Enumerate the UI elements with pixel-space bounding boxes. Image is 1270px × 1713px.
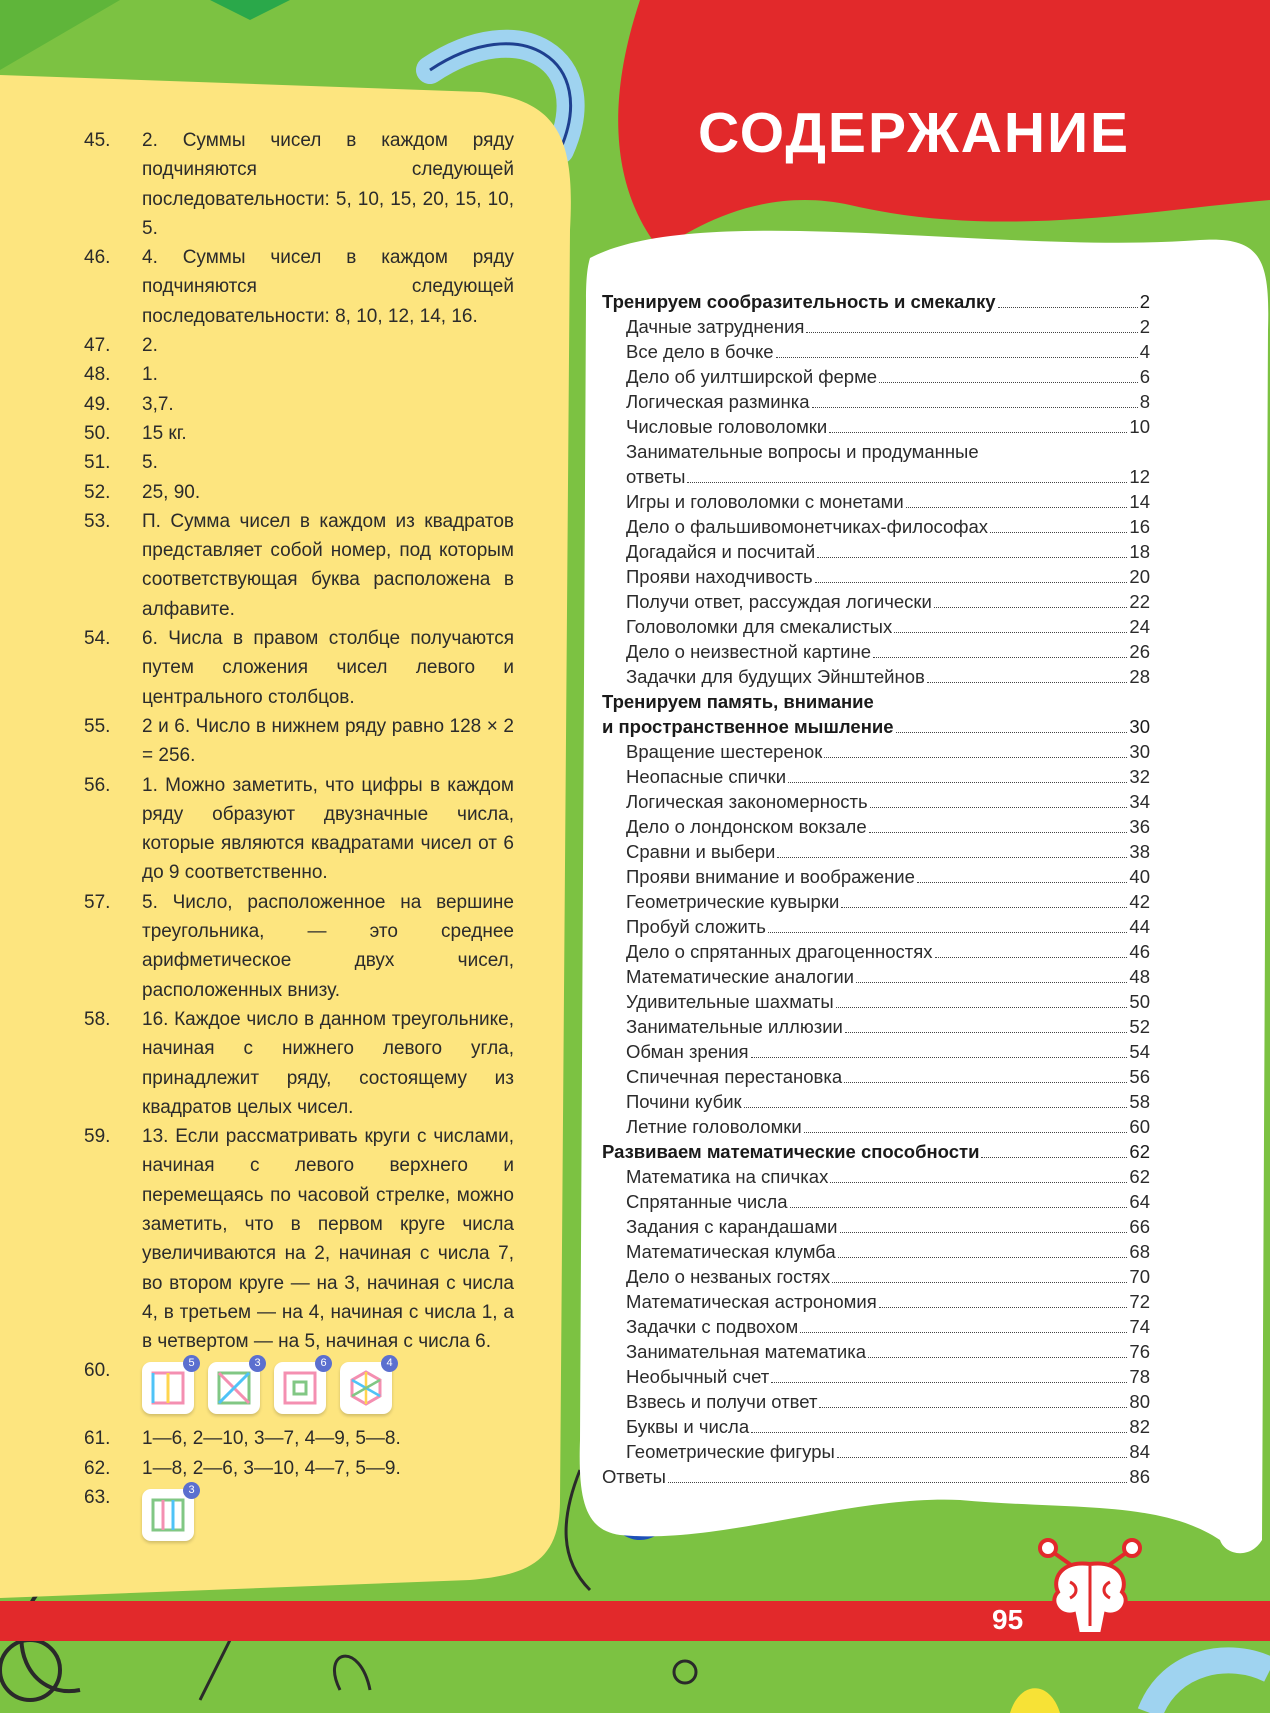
toc-entry [602,1339,1150,1364]
toc-page-number: 66 [1129,1216,1150,1237]
toc-entry [602,814,1150,839]
toc-page-number: 52 [1129,1016,1150,1037]
answer-item [84,360,514,389]
toc-title: Пробуй сложить [626,916,766,937]
answer-number: 59. [84,1126,111,1148]
toc-page-number: 24 [1129,616,1150,637]
toc-title: Обман зрения [626,1041,749,1062]
toc-entry [602,639,1150,664]
answer-text: 1. [142,364,158,386]
answer-number: 53. [84,510,111,532]
toc-page-number: 26 [1129,641,1150,662]
toc-page-number: 86 [1129,1466,1150,1487]
toc-page-number: 20 [1129,566,1150,587]
toc-title: Почини кубик [626,1091,742,1112]
toc-entry [602,989,1150,1014]
toc-title: Занимательные иллюзии [626,1016,843,1037]
toc-page-number: 54 [1129,1041,1150,1062]
toc-entry [602,1364,1150,1389]
toc-title: Головоломки для смекалистых [626,616,893,637]
toc-page-number: 34 [1129,791,1150,812]
toc-leader-dots [768,932,1127,933]
answer-number: 56. [84,774,111,796]
toc-entry [602,1414,1150,1439]
toc-page-number: 46 [1129,941,1150,962]
toc-entry [602,389,1150,414]
answer-item [84,1424,514,1453]
toc-entry [602,864,1150,889]
toc-page-number: 16 [1129,516,1150,537]
answer-number: 51. [84,452,111,474]
toc-page-number: 40 [1129,866,1150,887]
toc-leader-dots [800,1332,1127,1333]
answer-text: 4. Суммы чисел в каждом ряду подчиняются следующей последовательности: 8, 10, 12, 14, 16. [142,247,514,327]
toc-entry [602,1264,1150,1289]
toc-entry [602,789,1150,814]
answers-list [84,126,514,1551]
toc-leader-dots [832,1282,1127,1283]
answer-63 [84,1483,514,1551]
answer-item [84,1122,514,1356]
toc-leader-dots [836,1007,1128,1008]
toc-entry [602,1289,1150,1314]
answer-text: 2. [142,335,158,357]
toc-leader-dots [856,982,1127,983]
answer-number: 57. [84,891,111,913]
toc-title: Летние головоломки [626,1116,802,1137]
toc-entry [602,714,1150,739]
toc-page-number: 80 [1129,1391,1150,1412]
answer-text: 1. Можно заметить, что цифры в каждом ряду образуют двузначные числа, которые являются квадратами чисел от 6 до 9 соответственно. [142,774,514,884]
toc-page-number: 28 [1129,666,1150,687]
toc-page-number: 6 [1139,366,1150,387]
toc-title: Вращение шестеренок [626,741,823,762]
answer-item [84,771,514,888]
toc-page-number: 72 [1129,1291,1150,1312]
toc-entry [602,689,1150,714]
answer-text: П. Сумма чисел в каждом из квадратов представляет собой номер, под которым соответствующая буква расположена в алфавите. [142,510,514,620]
toc-page-number: 14 [1129,491,1150,512]
answer-number: 52. [84,481,111,503]
toc-leader-dots [879,1307,1128,1308]
toc-title: и пространственное мышление [602,716,894,737]
answer-number: 61. [84,1428,111,1450]
toc-title: Занимательные вопросы и продуманные [626,441,979,462]
toc-title: Неопасные спички [626,766,787,787]
answer-number: 55. [84,715,111,737]
toc-entry [602,739,1150,764]
toc-title: Ответы [602,1466,666,1487]
toc-leader-dots [819,1407,1127,1408]
toc-leader-dots [812,407,1138,408]
answer-number: 47. [84,335,111,357]
toc-page-number: 36 [1129,816,1150,837]
toc-leader-dots [841,907,1127,908]
toc-page-number: 84 [1129,1441,1150,1462]
tile-badge: 5 [183,1355,200,1372]
toc-title: Получи ответ, рассуждая логически [626,591,932,612]
toc-page-number: 30 [1129,716,1150,737]
toc-page-number: 38 [1129,841,1150,862]
toc-title: Дело о лондонском вокзале [626,816,867,837]
toc-page-number: 30 [1129,741,1150,762]
toc-page-number: 44 [1129,916,1150,937]
toc-leader-dots [934,607,1128,608]
toc-page-number: 62 [1129,1141,1150,1162]
toc-leader-dots [817,557,1127,558]
toc-page-number: 62 [1129,1166,1150,1187]
answer-number: 50. [84,422,111,444]
answer-item [84,126,514,243]
toc-leader-dots [815,582,1128,583]
answer-item [84,888,514,1005]
toc-title: Тренируем память, внимание [602,691,874,712]
toc-page-number: 50 [1129,991,1150,1012]
answer-number: 60. [84,1360,111,1382]
toc-title: Дело о неизвестной картине [626,641,871,662]
toc-entry [602,339,1150,364]
toc-entry [602,664,1150,689]
toc-entry [602,514,1150,539]
answer-item [84,243,514,331]
toc-page-number: 12 [1129,466,1150,487]
toc-title: Логическая разминка [626,391,810,412]
toc-page-number: 42 [1129,891,1150,912]
tile-badge: 3 [249,1355,266,1372]
toc-leader-dots [668,1482,1127,1483]
answer-item [84,331,514,360]
toc-entry [602,1389,1150,1414]
answer-text: 5. Число, расположенное на вершине треугольника, — это среднее арифметическое двух чисел, расположенных внизу. [142,891,514,1001]
toc-leader-dots [917,882,1128,883]
page-number: 95 [992,1604,1024,1635]
toc-entry [602,314,1150,339]
toc-entry [602,1314,1150,1339]
toc-entry [602,1039,1150,1064]
toc-page-number: 68 [1129,1241,1150,1262]
toc-entry [602,1439,1150,1464]
answer-number: 45. [84,130,111,151]
toc-title: Сравни и выбери [626,841,776,862]
toc-entry [602,914,1150,939]
toc-entry [602,289,1150,314]
toc-page-number: 8 [1139,391,1150,412]
toc-leader-dots [838,1257,1128,1258]
toc-entry [602,764,1150,789]
toc-page-number: 22 [1129,591,1150,612]
toc-page-number: 48 [1129,966,1150,987]
answer-item [84,624,514,712]
toc-leader-dots [870,807,1128,808]
toc-leader-dots [804,1132,1128,1133]
toc-leader-dots [751,1432,1127,1433]
toc-entry [602,889,1150,914]
toc-leader-dots [927,682,1128,683]
toc-leader-dots [868,1357,1127,1358]
toc-leader-dots [829,432,1127,433]
toc-leader-dots [776,357,1138,358]
toc-title: Математическая астрономия [626,1291,877,1312]
toc-title: Тренируем сообразительность и смекалку [602,291,996,312]
toc-title: Математическая клумба [626,1241,836,1262]
toc-page-number: 32 [1129,766,1150,787]
toc-leader-dots [830,1182,1127,1183]
toc-entry [602,1114,1150,1139]
toc-leader-dots [840,1232,1128,1233]
answer-text: 1—8, 2—6, 3—10, 4—7, 5—9. [142,1457,401,1479]
toc-title: Задачки для будущих Эйнштейнов [626,666,925,687]
matches-square-three-icon [142,1484,195,1541]
toc-entry [602,1139,1150,1164]
toc-title: Удивительные шахматы [626,991,834,1012]
answer-number: 49. [84,393,111,415]
matches-square-cross-icon [208,1357,261,1414]
toc-page-number: 2 [1139,291,1150,312]
toc-page-number: 56 [1129,1066,1150,1087]
toc-leader-dots [906,507,1128,508]
toc-entry [602,364,1150,389]
toc-title: Дело об уилтширской ферме [626,366,878,387]
toc-title: Математика на спичках [626,1166,829,1187]
answer-text: 1—6, 2—10, 3—7, 4—9, 5—8. [142,1428,401,1450]
toc-page-number: 58 [1129,1091,1150,1112]
toc-leader-dots [896,732,1128,733]
toc-title: Прояви внимание и воображение [626,866,915,887]
toc-title: Дело о фальшивомонетчиках-философах [626,516,988,537]
tile-badge: 3 [183,1482,200,1499]
toc-entry [602,539,1150,564]
answer-60-tiles [142,1356,392,1424]
toc-leader-dots [981,1157,1127,1158]
toc-title: Все дело в бочке [626,341,774,362]
toc-entry [602,964,1150,989]
toc-page-number: 18 [1129,541,1150,562]
toc-leader-dots [844,1082,1127,1083]
toc-title: Догадайся и посчитай [626,541,816,562]
toc-entry [602,1239,1150,1264]
toc-leader-dots [879,382,1138,383]
toc-title: Игры и головоломки с монетами [626,491,904,512]
tile-badge: 6 [315,1355,332,1372]
answer-number: 63. [84,1487,111,1509]
toc-title: Прояви находчивость [626,566,813,587]
toc-leader-dots [771,1382,1127,1383]
toc-title: Спичечная перестановка [626,1066,843,1087]
toc-leader-dots [935,957,1128,958]
answer-number: 62. [84,1457,111,1479]
toc-leader-dots [751,1057,1128,1058]
toc-title: Математические аналогии [626,966,854,987]
toc-page-number: 82 [1129,1416,1150,1437]
toc-entry [602,564,1150,589]
toc-title: Геометрические фигуры [626,1441,835,1462]
answer-number: 48. [84,364,111,386]
toc-leader-dots [777,857,1127,858]
answer-number: 54. [84,628,111,650]
toc-entry [602,1189,1150,1214]
matches-square-split-icon [142,1357,195,1414]
toc-leader-dots [744,1107,1128,1108]
answer-item [84,1454,514,1483]
toc-title: Задания с карандашами [626,1216,838,1237]
toc-leader-dots [687,482,1127,483]
toc-entry [602,464,1150,489]
toc-title: Взвесь и получи ответ [626,1391,818,1412]
answer-number: 46. [84,247,111,269]
answer-item [84,1005,514,1122]
matches-square-nested-icon [274,1357,327,1414]
toc-leader-dots [788,782,1127,783]
answer-text: 2 и 6. Число в нижнем ряду равно 128 × 2 = 256. [142,715,514,767]
answer-item [84,478,514,507]
toc-entry [602,1464,1150,1489]
toc-title: Развиваем математические способности [602,1141,980,1162]
toc-leader-dots [894,632,1127,633]
toc-entry [602,939,1150,964]
answer-60 [84,1356,514,1424]
answer-item [84,390,514,419]
toc-entry [602,614,1150,639]
toc-entry [602,1014,1150,1039]
tile-badge: 4 [381,1355,398,1372]
toc-page-number: 10 [1129,416,1150,437]
toc-page-number: 2 [1139,316,1150,337]
toc-title: Занимательная математика [626,1341,867,1362]
toc-title: Дело о незваных гостях [626,1266,831,1287]
brain-logo-icon [1030,1530,1150,1640]
toc-leader-dots [869,832,1128,833]
toc-title: Дело о спрятанных драгоценностях [626,941,933,962]
answer-text: 25, 90. [142,481,201,503]
toc-leader-dots [990,532,1127,533]
toc-entry [602,439,1150,464]
toc-entry [602,589,1150,614]
toc-page-number: 76 [1129,1341,1150,1362]
table-of-contents [602,289,1150,1489]
page-title: СОДЕРЖАНИЕ [698,101,1131,165]
toc-entry [602,1164,1150,1189]
toc-page-number: 78 [1129,1366,1150,1387]
answer-text: 2. Суммы чисел в каждом ряду подчиняются следующей последовательности: 5, 10, 15, 20, 15, 10, 5. [142,130,514,239]
toc-title: ответы [626,466,686,487]
answer-text: 3,7. [142,393,174,415]
toc-entry [602,489,1150,514]
toc-leader-dots [998,307,1138,308]
toc-leader-dots [790,1207,1128,1208]
toc-page-number: 70 [1129,1266,1150,1287]
answer-text: 6. Числа в правом столбце получаются путем сложения чисел левого и центрального столбцов. [142,628,514,708]
toc-title: Задачки с подвохом [626,1316,799,1337]
toc-title: Геометрические кувырки [626,891,840,912]
answer-text: 13. Если рассматривать круги с числами, начиная с левого верхнего и перемещаясь по часовой стрелке, можно заметить, что в первом круге числа увеличиваются на 2, начиная с числа 7, во втором круге — на 3, начиная с числа 4, в третьем — на 4, начиная с числа 1, а в четвертом — на 5, начиная с числа 6. [142,1126,514,1353]
toc-entry [602,414,1150,439]
matches-hexagon-icon [340,1357,393,1414]
toc-entry [602,839,1150,864]
answer-text: 15 кг. [142,422,187,444]
toc-title: Спрятанные числа [626,1191,788,1212]
toc-title: Необычный счет [626,1366,770,1387]
toc-page-number: 4 [1139,341,1150,362]
toc-leader-dots [837,1457,1128,1458]
answer-item [84,712,514,771]
answer-item [84,507,514,624]
answer-item [84,448,514,477]
answer-number: 58. [84,1008,111,1030]
toc-entry [602,1214,1150,1239]
toc-title: Буквы и числа [626,1416,750,1437]
answer-item [84,419,514,448]
toc-leader-dots [824,757,1127,758]
toc-entry [602,1089,1150,1114]
toc-entry [602,1064,1150,1089]
toc-leader-dots [845,1032,1128,1033]
answer-63-tiles [142,1483,194,1551]
toc-page-number: 60 [1129,1116,1150,1137]
toc-title: Числовые головоломки [626,416,828,437]
answer-text: 16. Каждое число в данном треугольнике, начиная с нижнего левого угла, принадлежит ряду, состоящему из квадратов целых чисел. [142,1008,514,1118]
toc-page-number: 74 [1129,1316,1150,1337]
toc-page-number: 64 [1129,1191,1150,1212]
toc-title: Логическая закономерность [626,791,868,812]
toc-title: Дачные затруднения [626,316,805,337]
answer-text: 5. [142,452,158,474]
toc-leader-dots [873,657,1127,658]
toc-leader-dots [806,332,1137,333]
